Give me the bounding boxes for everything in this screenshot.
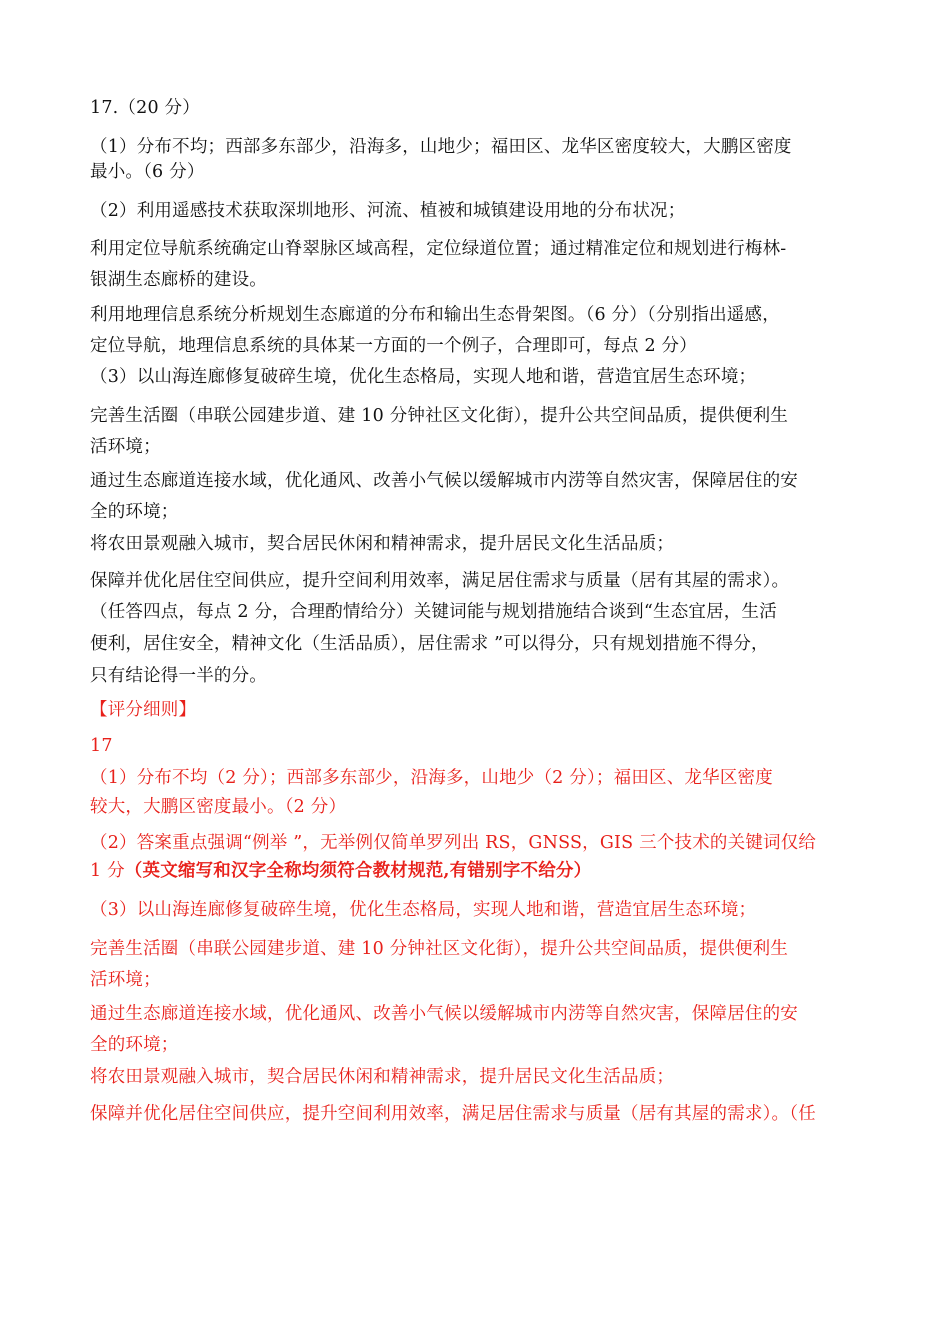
rubric-part1-line: 较大，大鹏区密度最小。（2 分） — [90, 797, 347, 817]
question-heading: 17.（20 分） — [90, 98, 200, 118]
answer-part3-line: 只有结论得一半的分。 — [90, 666, 267, 686]
rubric-part3-line: 活环境； — [90, 970, 161, 990]
rubric-part1-line: （1）分布不均（2 分）；西部多东部少，沿海多，山地少（2 分）；福田区、龙华区密度 — [90, 768, 773, 788]
answer-part3-line: 完善生活圈（串联公园建步道、建 10 分钟社区文化街），提升公共空间品质，提供便利生 — [90, 406, 789, 426]
answer-part2-line: 利用地理信息系统分析规划生态廊道的分布和输出生态骨架图。（6 分）（分别指出遥感， — [90, 305, 780, 325]
rubric-part2-note: （英文缩写和汉字全称均须符合教材规范,有错别字不给分） — [124, 861, 592, 881]
rubric-question-number: 17 — [90, 736, 113, 756]
answer-part3-line: 便利，居住安全，精神文化（生活品质），居住需求 ”可以得分，只有规划措施不得分， — [90, 634, 769, 654]
answer-part3-line: 保障并优化居住空间供应，提升空间利用效率，满足居住需求与质量（居有其屋的需求）。 — [90, 571, 790, 591]
rubric-heading: 【评分细则】 — [90, 700, 197, 720]
answer-part1-line: 最小。（6 分） — [90, 162, 205, 182]
answer-part3-line: （3）以山海连廊修复破碎生境，优化生态格局，实现人地和谐，营造宜居生态环境； — [90, 367, 757, 387]
answer-part3-line: 将农田景观融入城市，契合居民休闲和精神需求，提升居民文化生活品质； — [90, 534, 675, 554]
rubric-part3-line: 保障并优化居住空间供应，提升空间利用效率，满足居住需求与质量（居有其屋的需求）。（任 — [90, 1104, 816, 1124]
answer-part2-line: （2）利用遥感技术获取深圳地形、河流、植被和城镇建设用地的分布状况； — [90, 201, 686, 221]
answer-part3-line: 活环境； — [90, 437, 161, 457]
answer-part3-line: 通过生态廊道连接水域，优化通风、改善小气候以缓解城市内涝等自然灾害，保障居住的安 — [90, 471, 798, 491]
answer-part1-line: （1）分布不均；西部多东部少，沿海多，山地少；福田区、龙华区密度较大，大鹏区密度 — [90, 137, 792, 157]
answer-part2-line: 定位导航，地理信息系统的具体某一方面的一个例子，合理即可，每点 2 分） — [90, 336, 697, 356]
rubric-part2-line: （2）答案重点强调“例举 ”，无举例仅简单罗列出 RS，GNSS，GIS 三个技术的关键词仅给 — [90, 833, 817, 853]
rubric-part2-line — [90, 860, 591, 882]
rubric-part3-line: 通过生态廊道连接水域，优化通风、改善小气候以缓解城市内涝等自然灾害，保障居住的安 — [90, 1004, 798, 1024]
rubric-part2-score: 1 分 — [90, 861, 125, 881]
answer-part2-line: 银湖生态廊桥的建设。 — [90, 270, 267, 290]
rubric-part3-line: 完善生活圈（串联公园建步道、建 10 分钟社区文化街），提升公共空间品质，提供便利生 — [90, 939, 789, 959]
rubric-part3-line: 将农田景观融入城市，契合居民休闲和精神需求，提升居民文化生活品质； — [90, 1067, 675, 1087]
rubric-part3-line: 全的环境； — [90, 1035, 179, 1055]
rubric-part3-line: （3）以山海连廊修复破碎生境，优化生态格局，实现人地和谐，营造宜居生态环境； — [90, 900, 757, 920]
answer-part3-line: （任答四点，每点 2 分，合理酌情给分）关键词能与规划措施结合谈到“生态宜居，生活 — [90, 602, 777, 622]
answer-part2-line: 利用定位导航系统确定山脊翠脉区域高程，定位绿道位置；通过精准定位和规划进行梅林- — [90, 239, 787, 259]
answer-part3-line: 全的环境； — [90, 502, 179, 522]
